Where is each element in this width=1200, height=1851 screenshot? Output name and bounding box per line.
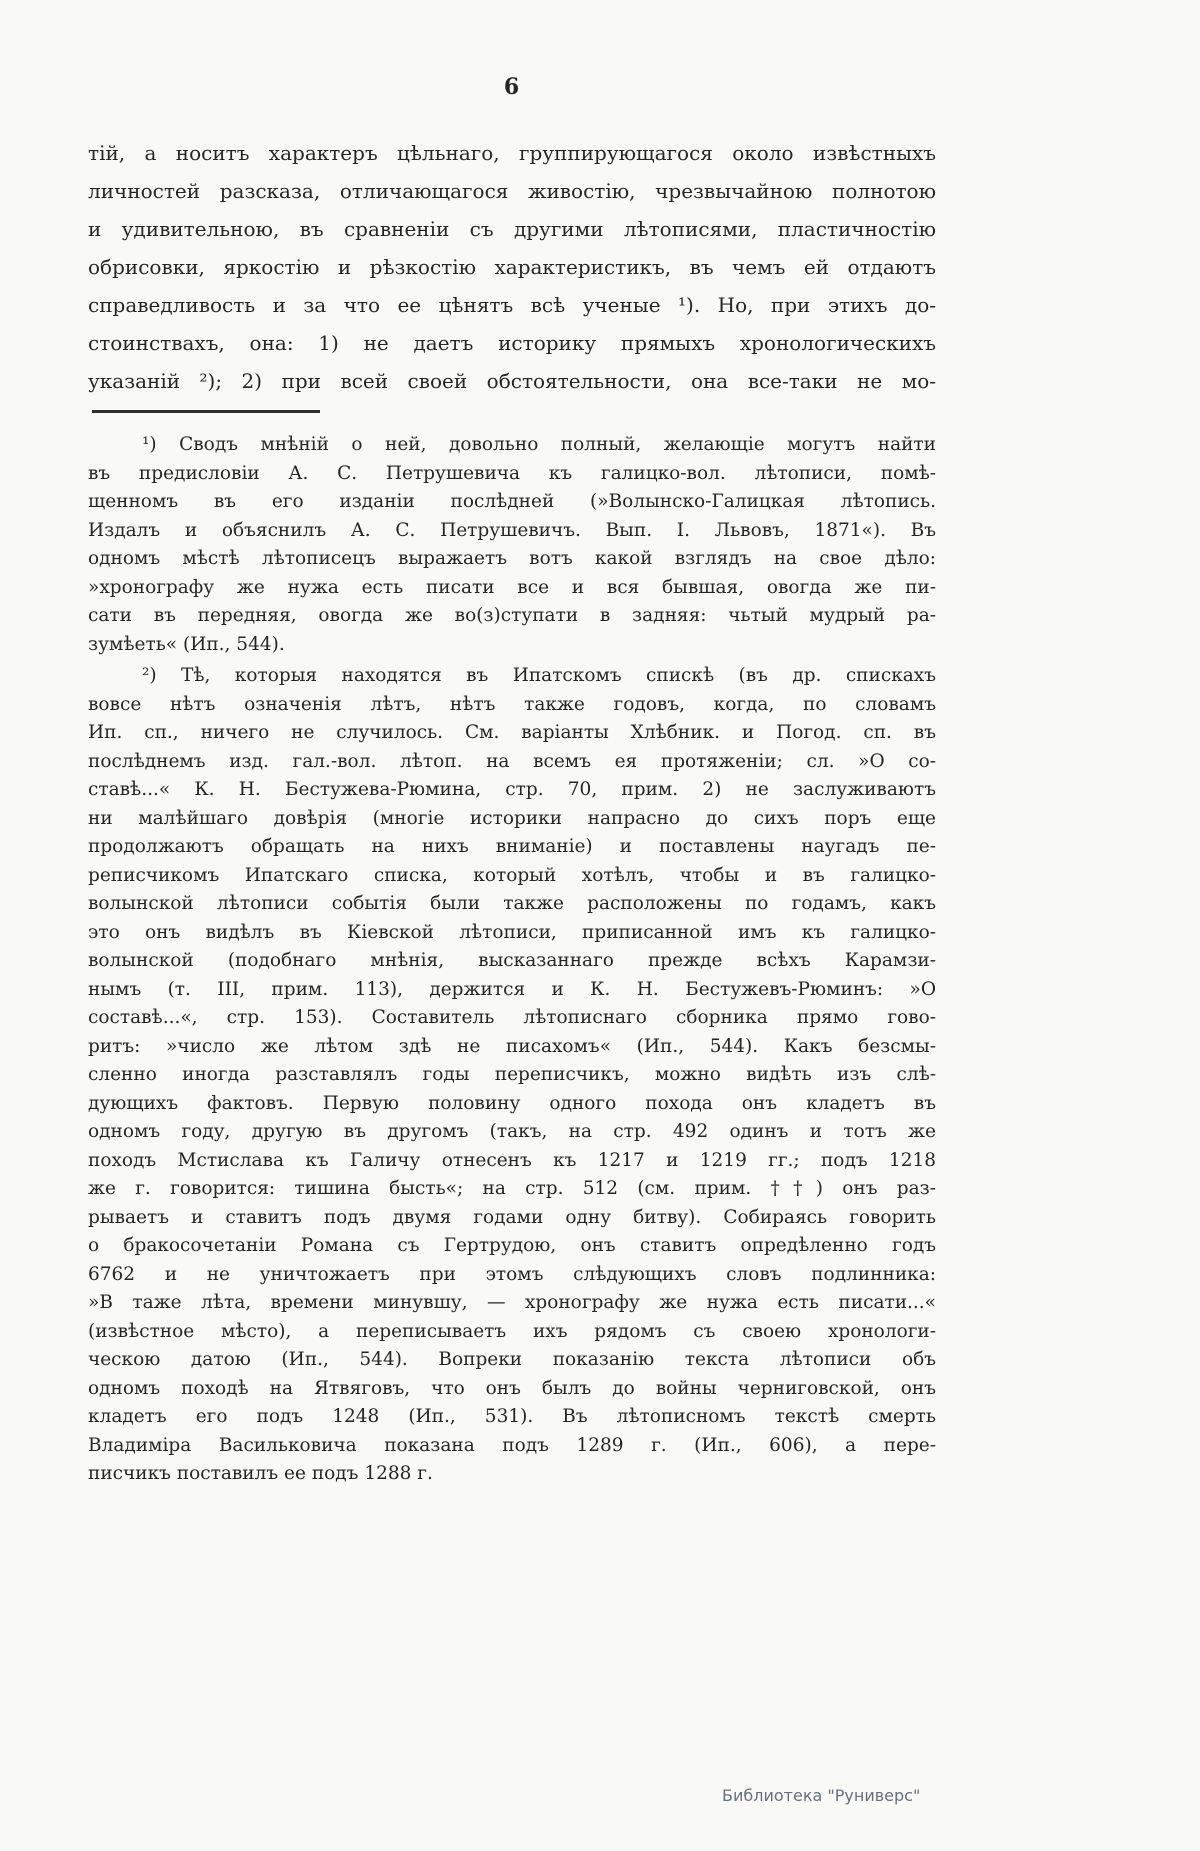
footnote-separator bbox=[92, 410, 320, 413]
text-line: справедливость и за что ее цѣнятъ всѣ ученые ¹). Но, при этихъ до- bbox=[88, 293, 936, 317]
main-text-paragraph bbox=[88, 134, 936, 400]
text-line: Издалъ и объяснилъ А. С. Петрушевичъ. Вып. I. Львовъ, 1871«). Въ bbox=[88, 519, 936, 541]
text-line: сати въ передняя, овогда же во(з)ступати в задняя: чьтый мудрый ра- bbox=[88, 605, 936, 626]
book-page bbox=[88, 0, 936, 1489]
text-line: (извѣстное мѣсто), а переписываетъ ихъ рядомъ съ своею хронологи- bbox=[88, 1320, 936, 1342]
text-line: ческою датою (Ип., 544). Вопреки показанію текста лѣтописи объ bbox=[88, 1349, 936, 1370]
text-line: волынской (подобнаго мнѣнія, высказаннаго прежде всѣхъ Карамзи- bbox=[88, 950, 936, 971]
footnote-1 bbox=[88, 431, 936, 659]
text-line: Владиміра Васильковича показана подъ 1289 г. (Ип., 606), а пере- bbox=[88, 1434, 936, 1456]
text-line: одномъ походѣ на Ятвяговъ, что онъ былъ до войны черниговской, онъ bbox=[88, 1377, 936, 1399]
text-line: въ предисловіи А. С. Петрушевича къ галицко-вол. лѣтописи, помѣ- bbox=[88, 462, 936, 484]
text-line: дующихъ фактовъ. Первую половину одного похода онъ кладетъ въ bbox=[88, 1092, 936, 1114]
text-line: »В таже лѣта, времени минувшу, — хронографу же нужа есть писати...« bbox=[88, 1292, 936, 1313]
text-line: реписчикомъ Ипатскаго списка, который хотѣлъ, чтобы и въ галицко- bbox=[88, 864, 936, 886]
text-line: ритъ: »число же лѣтом здѣ не писахомъ« (Ип., 544). Какъ безсмы- bbox=[88, 1035, 936, 1057]
text-line: волынской лѣтописи событія были также расположены по годамъ, какъ bbox=[88, 893, 936, 914]
text-line: и удивительною, въ сравненіи съ другими лѣтописями, пластичностію bbox=[88, 217, 936, 241]
library-watermark: Библиотека "Руниверс" bbox=[722, 1786, 921, 1805]
text-line: о бракосочетаніи Романа съ Гертрудою, онъ ставитъ опредѣленно годъ bbox=[88, 1235, 936, 1256]
text-line: тій, а носитъ характеръ цѣльнаго, группирующагося около извѣстныхъ bbox=[88, 141, 936, 165]
text-line: указаній ²); 2) при всей своей обстоятельности, она все-таки не мо- bbox=[88, 369, 936, 393]
text-line: писчикъ поставилъ ее подъ 1288 г. bbox=[88, 1463, 433, 1484]
page-number: 6 bbox=[503, 74, 521, 100]
text-line: щенномъ въ его изданіи послѣдней (»Волынско-Галицкая лѣтопись. bbox=[88, 491, 936, 512]
footnotes-section bbox=[88, 431, 936, 1489]
text-line: 6762 и не уничтожаетъ при этомъ слѣдующихъ словъ подлинника: bbox=[88, 1263, 936, 1285]
text-line: походъ Мстислава къ Галичу отнесенъ къ 1217 и 1219 гг.; подъ 1218 bbox=[88, 1149, 936, 1171]
text-line: кладетъ его подъ 1248 (Ип., 531). Въ лѣтописномъ текстѣ смерть bbox=[88, 1406, 936, 1427]
text-line: ставѣ...« К. Н. Бестужева-Рюмина, стр. 70, прим. 2) не заслуживаютъ bbox=[88, 779, 936, 800]
text-line: зумѣеть« (Ип., 544). bbox=[88, 633, 285, 655]
text-line: нымъ (т. III, прим. 113), держится и К. Н. Бестужевъ-Рюминъ: »О bbox=[88, 978, 936, 1000]
text-line: ни малѣйшаго довѣрія (многіе историки напрасно до сихъ поръ еще bbox=[88, 807, 936, 829]
text-line: послѣднемъ изд. гал.-вол. лѣтоп. на всемъ ея протяженіи; сл. »О со- bbox=[88, 750, 936, 772]
text-line: рываетъ и ставитъ подъ двумя годами одну битву). Собираясь говорить bbox=[88, 1206, 936, 1228]
text-line: это онъ видѣлъ въ Кіевской лѣтописи, приписанной имъ къ галицко- bbox=[88, 921, 936, 943]
text-line: личностей разсказа, отличающагося живостію, чрезвычайною полнотою bbox=[88, 179, 936, 203]
text-line: стоинствахъ, она: 1) не даетъ историку прямыхъ хронологическихъ bbox=[88, 331, 936, 355]
text-line: же г. говорится: тишина бысть«; на стр. 512 (см. прим. ††) онъ раз- bbox=[88, 1178, 936, 1199]
text-line: одномъ мѣстѣ лѣтописецъ выражаетъ вотъ какой взглядъ на свое дѣло: bbox=[88, 548, 936, 569]
text-line: »хронографу же нужа есть писати все и вся бывшая, овогда же пи- bbox=[88, 576, 936, 598]
text-line: обрисовки, яркостію и рѣзкостію характеристикъ, въ чемъ ей отдаютъ bbox=[88, 255, 936, 279]
text-line: сленно иногда разставлялъ годы переписчикъ, можно видѣть изъ слѣ- bbox=[88, 1064, 936, 1085]
text-line: ¹) Сводъ мнѣній о ней, довольно полный, желающіе могутъ найти bbox=[142, 434, 936, 455]
text-line: одномъ году, другую въ другомъ (такъ, на стр. 492 одинъ и тотъ же bbox=[88, 1121, 936, 1142]
text-line: вовсе нѣтъ означенія лѣтъ, нѣтъ также годовъ, когда, по словамъ bbox=[88, 693, 936, 715]
text-line: Ип. сп., ничего не случилось. См. варіанты Хлѣбник. и Погод. сп. въ bbox=[88, 722, 936, 743]
text-line: продолжаютъ обращать на нихъ вниманіе) и поставлены наугадъ пе- bbox=[88, 836, 936, 857]
footnote-2 bbox=[88, 662, 936, 1489]
text-line: составѣ...«, стр. 153). Составитель лѣтописнаго сборника прямо гово- bbox=[88, 1007, 936, 1028]
text-line: ²) Тѣ, которыя находятся въ Ипатскомъ спискѣ (въ др. спискахъ bbox=[142, 665, 936, 686]
